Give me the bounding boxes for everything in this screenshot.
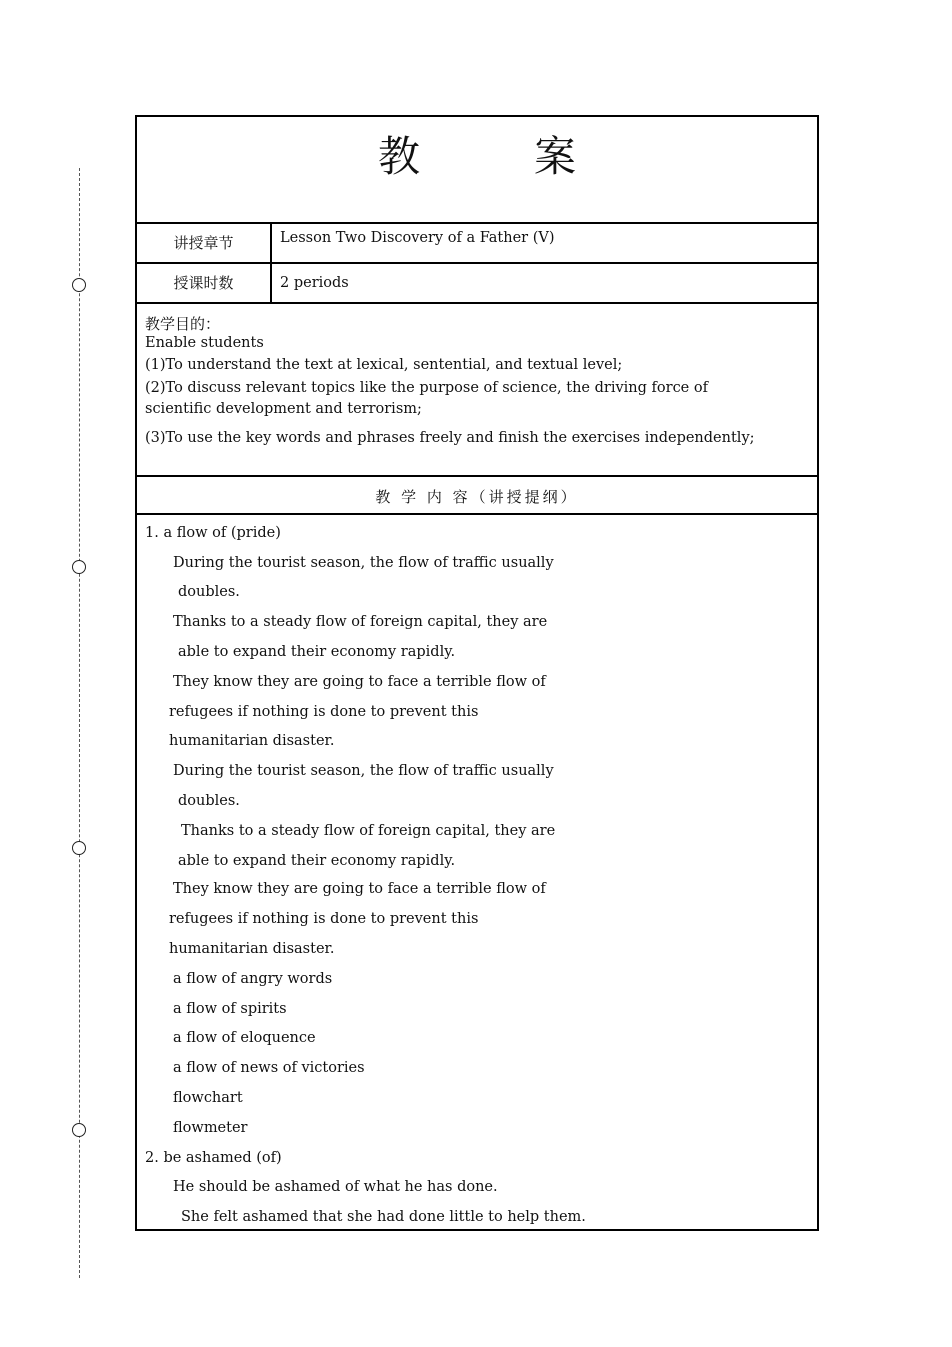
content-line: She felt ashamed that she had done little to help them. — [181, 1209, 586, 1225]
hours-row — [137, 264, 817, 304]
binding-hole — [72, 1123, 86, 1137]
content-line: He should be ashamed of what he has done. — [173, 1179, 498, 1195]
objectives-heading: 教学目的： — [145, 315, 221, 333]
content-line: During the tourist season, the flow of traffic usually — [173, 555, 554, 571]
content-line: 2. be ashamed (of) — [145, 1150, 282, 1166]
title-row — [137, 117, 817, 224]
content-line: a flow of news of victories — [173, 1060, 365, 1076]
content-line: humanitarian disaster. — [169, 941, 335, 957]
lesson-plan-form — [135, 115, 819, 1231]
content-line: flowchart — [173, 1090, 243, 1106]
content-line: able to expand their economy rapidly. — [178, 644, 456, 660]
content-line: able to expand their economy rapidly. — [178, 853, 456, 869]
content-line: flowmeter — [173, 1120, 248, 1136]
content-line: doubles. — [178, 793, 240, 809]
content-line: a flow of angry words — [173, 971, 333, 987]
binding-hole — [72, 560, 86, 574]
hours-value: 2 periods — [280, 275, 349, 291]
page-title: 教 案 — [377, 132, 612, 181]
content-line: refugees if nothing is done to prevent this — [169, 911, 479, 927]
binding-hole — [72, 841, 86, 855]
objectives-section — [137, 304, 817, 477]
objective-item: (3)To use the key words and phrases freely and finish the exercises independently; — [145, 430, 755, 446]
chapter-value: Lesson Two Discovery of a Father (V) — [280, 230, 555, 246]
content-line: a flow of spirits — [173, 1001, 287, 1017]
binding-hole — [72, 278, 86, 292]
content-line: They know they are going to face a terrible flow of — [173, 881, 546, 897]
content-line: Thanks to a steady flow of foreign capital, they are — [181, 823, 556, 839]
content-line: doubles. — [178, 584, 240, 600]
content-line: a flow of eloquence — [173, 1030, 316, 1046]
objective-item: (2)To discuss relevant topics like the purpose of science, the driving force of — [145, 380, 708, 396]
content-line: During the tourist season, the flow of traffic usually — [173, 763, 554, 779]
objective-item: (1)To understand the text at lexical, sentential, and textual level; — [145, 357, 623, 373]
hours-label: 授课时数 — [137, 264, 272, 302]
content-header: 教 学 内 容（讲授提纲） — [137, 477, 817, 515]
chapter-row — [137, 224, 817, 264]
objective-item: scientific development and terrorism; — [145, 401, 422, 417]
content-line: humanitarian disaster. — [169, 733, 335, 749]
content-line: refugees if nothing is done to prevent this — [169, 704, 479, 720]
content-line: 1. a flow of (pride) — [145, 525, 281, 541]
content-line: Thanks to a steady flow of foreign capital, they are — [173, 614, 548, 630]
binding-dashed-line — [79, 168, 80, 1278]
objectives-intro: Enable students — [145, 335, 264, 351]
content-line: They know they are going to face a terrible flow of — [173, 674, 546, 690]
chapter-label: 讲授章节 — [137, 224, 272, 262]
